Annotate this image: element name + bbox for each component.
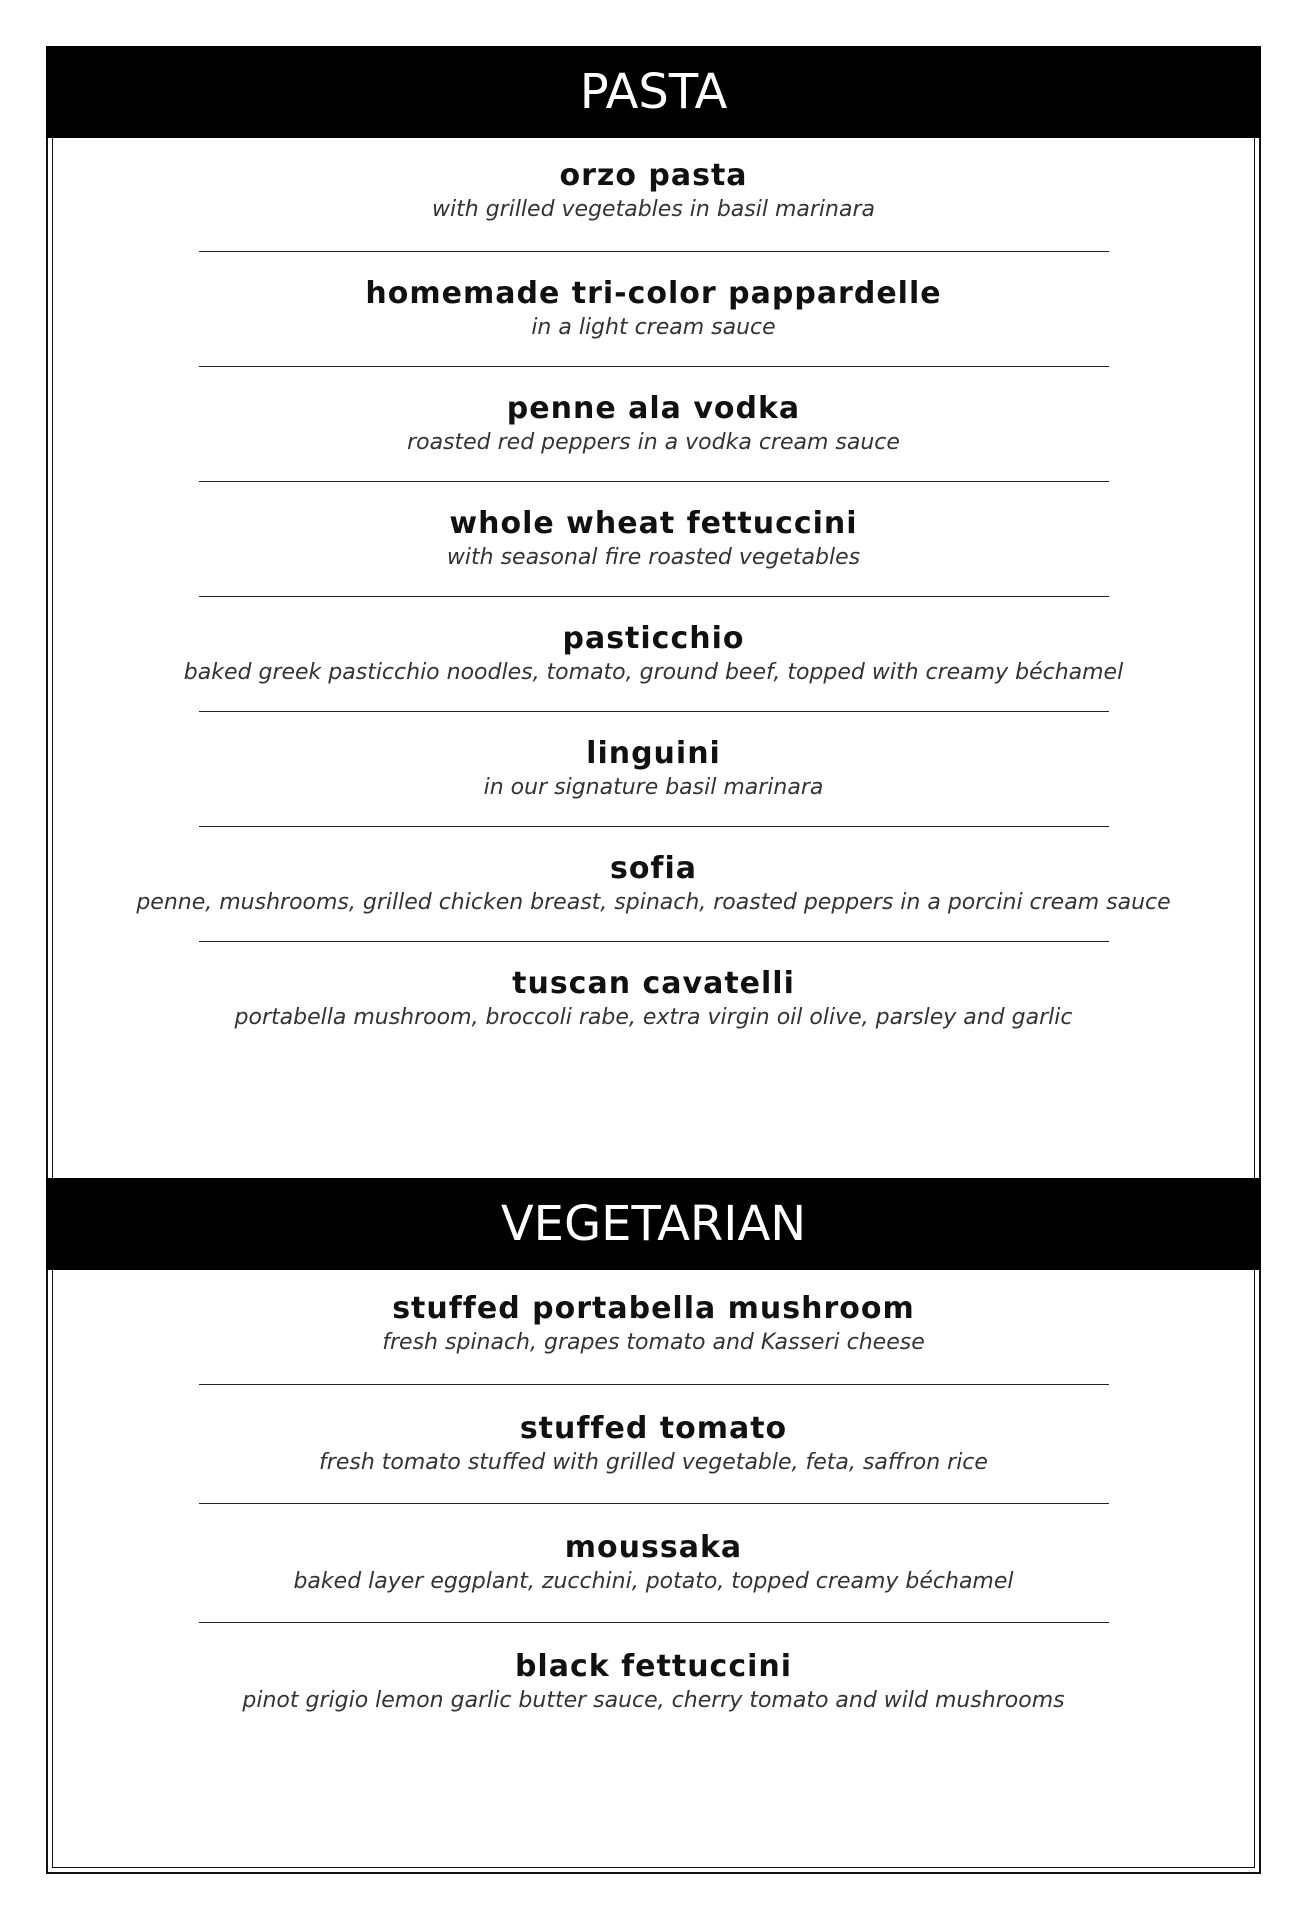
menu-item-description: fresh spinach, grapes tomato and Kasseri cheese <box>382 1330 925 1355</box>
menu-item <box>46 1516 1261 1622</box>
menu-item <box>46 607 1261 711</box>
menu-item-name: sofia <box>609 851 698 886</box>
menu-item-name: orzo pasta <box>559 158 748 193</box>
menu-item-name: stuffed portabella mushroom <box>392 1291 915 1326</box>
menu-item <box>46 148 1261 251</box>
menu-item-description: baked layer eggplant, zucchini, potato, topped creamy béchamel <box>293 1569 1014 1594</box>
menu-item-name: whole wheat fettuccini <box>449 506 858 541</box>
menu-item-description: pinot grigio lemon garlic butter sauce, cherry tomato and wild mushrooms <box>242 1688 1065 1713</box>
menu-item-description: in our signature basil marinara <box>483 775 824 800</box>
menu-item-name: homemade tri-color pappardelle <box>365 276 942 311</box>
menu-item-name: tuscan cavatelli <box>512 966 795 1001</box>
item-divider <box>199 711 1109 712</box>
item-divider <box>199 1503 1109 1504</box>
item-divider <box>199 826 1109 827</box>
menu-item-name: moussaka <box>564 1530 743 1565</box>
menu-item-description: fresh tomato stuffed with grilled vegetable, feta, saffron rice <box>319 1450 988 1475</box>
menu-item-description: with seasonal fire roasted vegetables <box>446 545 861 570</box>
item-divider <box>199 1622 1109 1623</box>
menu-item-description: with grilled vegetables in basil marinara <box>432 197 875 222</box>
item-divider <box>199 596 1109 597</box>
menu-item-name: pasticchio <box>562 621 745 656</box>
menu-item-description: baked greek pasticchio noodles, tomato, ground beef, topped with creamy béchamel <box>183 660 1124 685</box>
section-title-vegetarian: VEGETARIAN <box>46 1178 1261 1270</box>
menu-item-name: linguini <box>586 736 721 771</box>
menu-item <box>46 262 1261 366</box>
pasta-item-list <box>46 148 1261 1056</box>
item-divider <box>199 251 1109 252</box>
menu-item <box>46 1397 1261 1503</box>
menu-item <box>46 722 1261 826</box>
section-title-pasta: PASTA <box>46 46 1261 138</box>
menu-item <box>46 1281 1261 1384</box>
menu-item <box>46 952 1261 1056</box>
item-divider <box>199 481 1109 482</box>
menu-item-name: black fettuccini <box>514 1649 793 1684</box>
menu-item <box>46 1635 1261 1741</box>
item-divider <box>199 366 1109 367</box>
menu-item-name: penne ala vodka <box>506 391 801 426</box>
item-divider <box>199 1384 1109 1385</box>
vegetarian-item-list <box>46 1281 1261 1741</box>
menu-item <box>46 492 1261 596</box>
menu-item-description: in a light cream sauce <box>531 315 776 340</box>
menu-item-description: roasted red peppers in a vodka cream sauce <box>407 430 900 455</box>
item-divider <box>199 941 1109 942</box>
menu-item <box>46 837 1261 941</box>
menu-item-name: stuffed tomato <box>519 1411 788 1446</box>
menu-item-description: portabella mushroom, broccoli rabe, extra virgin oil olive, parsley and garlic <box>234 1005 1073 1030</box>
menu-item-description: penne, mushrooms, grilled chicken breast, spinach, roasted peppers in a porcini cream sauce <box>136 890 1171 915</box>
menu-item <box>46 377 1261 481</box>
